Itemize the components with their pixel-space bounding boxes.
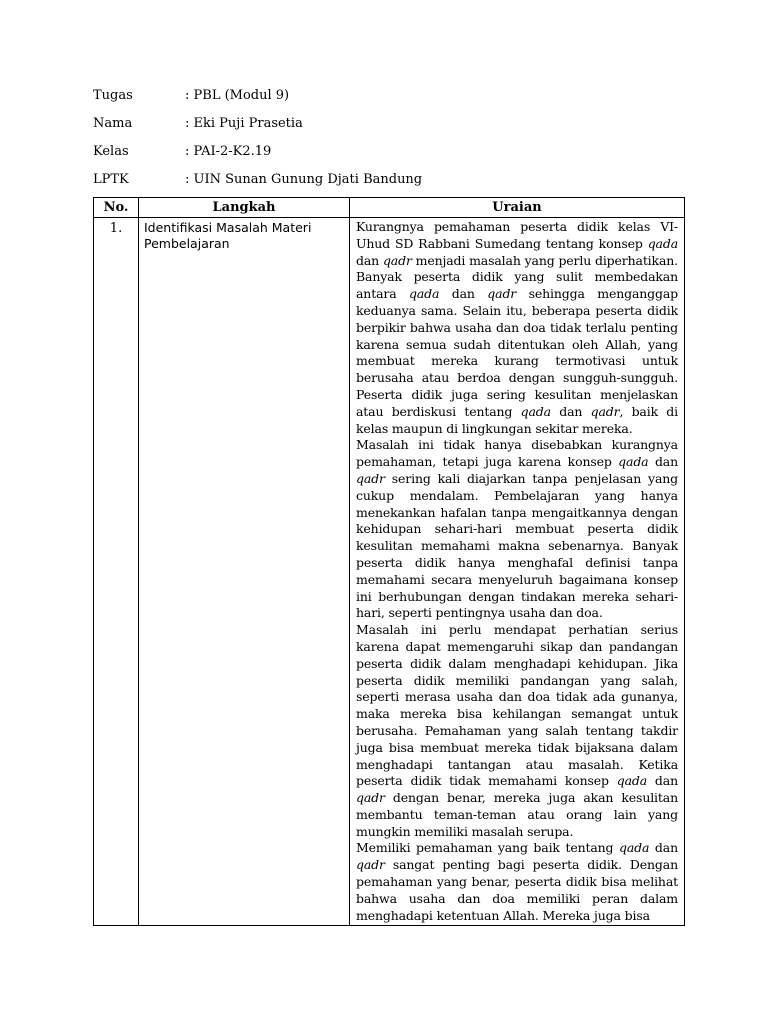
table-header-row [94, 198, 685, 218]
assignment-header [93, 86, 693, 198]
header-label: LPTK [93, 172, 129, 187]
header-value: : PAI-2-K2.19 [185, 144, 272, 159]
description-cell [350, 218, 685, 926]
header-value: : Eki Puji Prasetia [185, 116, 303, 131]
description-paragraph: Memiliki pemahaman yang baik tentang qada dan qadr sangat penting bagi peserta didik. Dengan pemahaman yang benar, peserta didik bisa melihat bahwa usaha dan doa memiliki peran dalam menghadapi ketentuan Allah. Mereka juga bisa [356, 840, 678, 923]
header-row-nama [93, 114, 693, 142]
header-row-kelas [93, 142, 693, 170]
header-value: : UIN Sunan Gunung Djati Bandung [185, 172, 423, 187]
step-cell: Identifikasi Masalah Materi Pembelajaran [139, 218, 350, 926]
table-row [94, 218, 685, 926]
header-value: : PBL (Modul 9) [185, 88, 290, 103]
description-paragraph: Kurangnya pemahaman peserta didik kelas VI-Uhud SD Rabbani Sumedang tentang konsep qada dan qadr menjadi masalah yang perlu diperhatikan. Banyak peserta didik yang sulit membedakan antara qada dan qadr sehingga menganggap keduanya sama. Selain itu, beberapa peserta didik berpikir bahwa usaha dan doa tidak terlalu penting karena semua sudah ditentukan oleh Allah, yang membuat mereka kurang termotivasi untuk berusaha atau berdoa dengan sungguh-sungguh. Peserta didik juga sering kesulitan menjelaskan atau berdiskusi tentang qada dan qadr, baik di kelas maupun di lingkungan sekitar mereka. [356, 219, 679, 436]
header-label: Tugas [93, 88, 133, 103]
header-label: Kelas [93, 144, 129, 159]
header-row-tugas [93, 86, 693, 114]
pbl-table [93, 197, 685, 926]
column-header-no: No. [94, 198, 139, 218]
column-header-langkah: Langkah [139, 198, 350, 218]
header-row-lptk [93, 170, 693, 198]
header-label: Nama [93, 116, 133, 131]
column-header-uraian: Uraian [350, 198, 685, 218]
row-number: 1. [94, 218, 139, 926]
description-paragraph: Masalah ini tidak hanya disebabkan kurangnya pemahaman, tetapi juga karena konsep qada dan qadr sering kali diajarkan tanpa penjelasan yang cukup mendalam. Pembelajaran yang hanya menekankan hafalan tanpa mengaitkannya dengan kehidupan sehari-hari membuat peserta didik kesulitan memahami makna sebenarnya. Banyak peserta didik hanya menghafal definisi tanpa memahami secara menyeluruh bagaimana konsep ini berhubungan dengan tindakan mereka sehari-hari, seperti pentingnya usaha dan doa. [356, 437, 678, 621]
description-paragraph: Masalah ini perlu mendapat perhatian serius karena dapat memengaruhi sikap dan pandangan peserta didik dalam menghadapi kehidupan. Jika peserta didik memiliki pandangan yang salah, seperti merasa usaha dan doa tidak ada gunanya, maka mereka bisa kehilangan semangat untuk berusaha. Pemahaman yang salah tentang takdir juga bisa membuat mereka tidak bijaksana dalam menghadapi tantangan atau masalah. Ketika peserta didik tidak memahami konsep qada dan qadr dengan benar, mereka juga akan kesulitan membantu teman-teman atau orang lain yang mungkin memiliki masalah serupa. [356, 622, 678, 839]
